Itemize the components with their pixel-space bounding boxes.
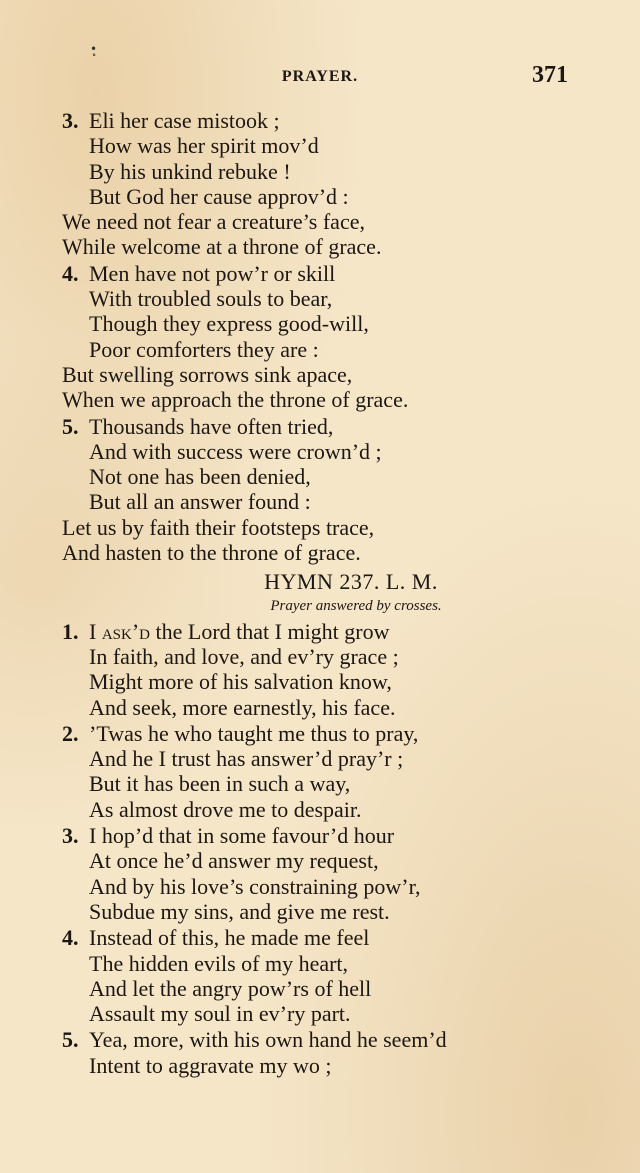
verse-line: Assault my soul in ev’ry part. <box>89 1001 351 1027</box>
page-number: 371 <box>532 62 568 88</box>
verse-line: 5. Yea, more, with his own hand he seem’d <box>62 1027 447 1053</box>
verse-line: But it has been in such a way, <box>89 771 351 797</box>
verse-line: 5. Thousands have often tried, <box>62 413 334 439</box>
verse-line: Poor comforters they are : <box>89 336 319 362</box>
running-header: PRAYER. <box>281 68 359 85</box>
verse-line: As almost drove me to despair. <box>89 796 362 822</box>
stanza <box>62 823 620 924</box>
stanza-number: 3. <box>62 108 79 133</box>
verse-line: And seek, more earnestly, his face. <box>89 694 396 720</box>
smallcaps-word: ask’d <box>101 618 150 644</box>
verse-line: 3. Eli her case mistook ; <box>62 108 280 133</box>
stanza-number: 4. <box>62 925 79 951</box>
stanza <box>62 261 620 413</box>
stanza <box>62 721 620 822</box>
hymn-text <box>62 108 620 1079</box>
stanza <box>62 619 620 720</box>
stanza-number: 1. <box>62 618 79 644</box>
verse-line: By his unkind rebuke ! <box>89 158 291 184</box>
stanza <box>62 925 620 1026</box>
verse-line: But God her cause approv’d : <box>89 183 349 209</box>
verse-line: 3. I hop’d that in some favour’d hour <box>62 823 395 849</box>
verse-line: Might more of his salvation know, <box>89 669 392 695</box>
verse-line: When we approach the throne of grace. <box>62 387 409 413</box>
stanza <box>62 414 620 566</box>
verse-line: We need not fear a creature’s face, <box>62 209 365 235</box>
stanza <box>62 1027 620 1078</box>
verse-line: How was her spirit mov’d <box>89 133 319 159</box>
verse-line: Not one has been denied, <box>89 464 311 490</box>
verse-line: And he I trust has answer’d pray’r ; <box>89 746 404 772</box>
stanza-number: 5. <box>62 413 79 439</box>
stanza-number: 2. <box>62 720 79 746</box>
verse-line: While welcome at a throne of grace. <box>62 234 382 260</box>
hymn-subtitle: Prayer answered by crosses. <box>270 597 442 614</box>
verse-line: 1. I ask’d the Lord that I might grow <box>62 618 390 644</box>
verse-line: At once he’d answer my request, <box>89 848 379 874</box>
stanza-number: 4. <box>62 260 79 286</box>
verse-line: But swelling sorrows sink apace, <box>62 361 353 387</box>
verse-line: With troubled souls to bear, <box>89 286 333 312</box>
verse-line: And hasten to the throne of grace. <box>62 540 361 566</box>
stanza <box>62 108 620 260</box>
verse-line: But all an answer found : <box>89 489 311 515</box>
verse-line: Though they express good-will, <box>89 311 369 337</box>
verse-line: 4. Men have not pow’r or skill <box>62 260 336 286</box>
hymn-title: HYMN 237. L. M. <box>264 569 438 595</box>
verse-line: And with success were crown’d ; <box>89 438 382 464</box>
verse-line: The hidden evils of my heart, <box>89 950 349 976</box>
stanza-number: 3. <box>62 823 79 849</box>
verse-line: 2. ’Twas he who taught me thus to pray, <box>62 720 419 746</box>
verse-line: And by his love’s constraining pow’r, <box>89 873 421 899</box>
verse-line: Subdue my sins, and give me rest. <box>89 898 390 924</box>
stanza-number: 5. <box>62 1027 79 1053</box>
print-mark: •̥ <box>90 42 98 56</box>
verse-line: Let us by faith their footsteps trace, <box>62 514 375 540</box>
verse-line: And let the angry pow’rs of hell <box>89 975 372 1001</box>
verse-line: Intent to aggravate my wo ; <box>89 1052 332 1078</box>
verse-line: In faith, and love, and ev’ry grace ; <box>89 643 399 669</box>
verse-line: 4. Instead of this, he made me feel <box>62 925 370 951</box>
